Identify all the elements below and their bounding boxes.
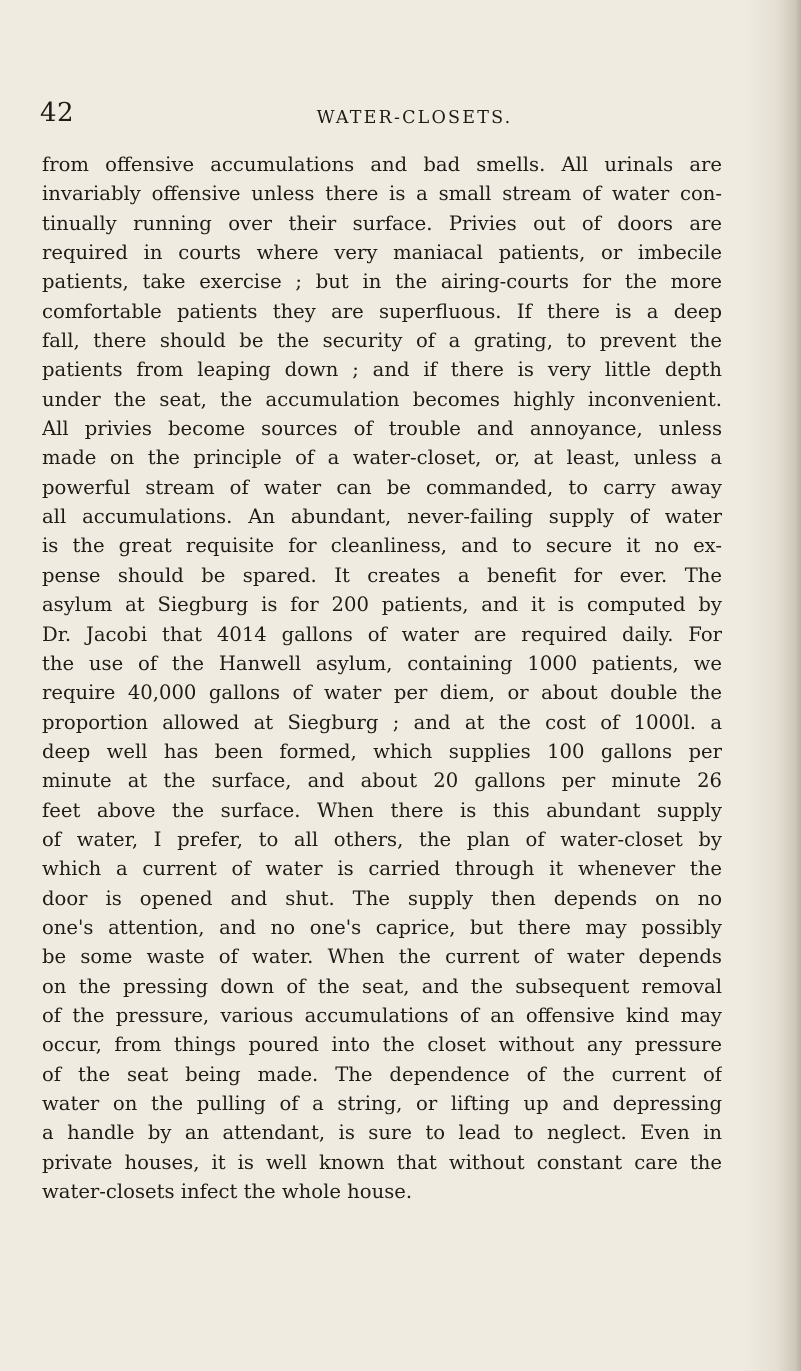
text-line: feet above the surface. When there is this abundant supply	[42, 798, 722, 822]
text-line: door is opened and shut. The supply then depends on no	[42, 886, 722, 910]
text-line: one's attention, and no one's caprice, but there may possibly	[42, 915, 722, 939]
text-line: patients from leaping down ; and if there is very little depth	[42, 358, 722, 382]
text-line: require 40,000 gallons of water per diem, or about double the	[42, 681, 722, 705]
text-line: Dr. Jacobi that 4014 gallons of water are required daily. For	[42, 622, 722, 646]
text-line: of water, I prefer, to all others, the plan of water-closet by	[42, 827, 722, 851]
text-line: of the seat being made. The dependence of the current of	[42, 1062, 722, 1086]
text-line: pense should be spared. It creates a benefit for ever. The	[42, 563, 722, 587]
text-line: required in courts where very maniacal patients, or imbecile	[42, 241, 722, 265]
text-line: under the seat, the accumulation becomes highly inconvenient.	[42, 387, 722, 411]
text-line: water-closets infect the whole house.	[42, 1180, 413, 1204]
text-line: of the pressure, various accumulations of an offensive kind may	[42, 1003, 722, 1027]
text-line: from offensive accumulations and bad smells. All urinals are	[42, 153, 722, 176]
text-line: invariably offensive unless there is a small stream of water con-	[42, 182, 722, 206]
running-head: WATER-CLOSETS.	[316, 108, 513, 128]
text-line: patients, take exercise ; but in the airing-courts for the more	[42, 270, 722, 294]
text-line: occur, from things poured into the closet without any pressure	[42, 1033, 722, 1057]
text-line: powerful stream of water can be commanded, to carry away	[42, 475, 722, 499]
text-line: minute at the surface, and about 20 gallons per minute 26	[42, 769, 722, 793]
text-line: proportion allowed at Siegburg ; and at the cost of 1000l. a	[42, 710, 722, 734]
text-line: the use of the Hanwell asylum, containing 1000 patients, we	[42, 651, 722, 675]
text-line: on the pressing down of the seat, and the subsequent removal	[42, 974, 722, 998]
text-line: is the great requisite for cleanliness, and to secure it no ex-	[42, 534, 722, 558]
text-line: All privies become sources of trouble and annoyance, unless	[42, 417, 722, 441]
text-line: fall, there should be the security of a grating, to prevent the	[42, 329, 722, 353]
text-line: which a current of water is carried through it whenever the	[42, 857, 722, 881]
text-line: comfortable patients they are superfluous. If there is a deep	[42, 299, 722, 323]
text-line: be some waste of water. When the current of water depends	[42, 945, 722, 969]
text-line: a handle by an attendant, is sure to lead to neglect. Even in	[42, 1121, 722, 1145]
text-line: made on the principle of a water-closet, or, at least, unless a	[42, 446, 722, 470]
text-line: water on the pulling of a string, or lifting up and depressing	[42, 1092, 722, 1115]
body-text	[42, 150, 722, 1206]
text-line: tinually running over their surface. Privies out of doors are	[42, 211, 722, 235]
text-line: all accumulations. An abundant, never-failing supply of water	[42, 505, 722, 529]
text-line: asylum at Siegburg is for 200 patients, and it is computed by	[42, 593, 722, 617]
text-line: deep well has been formed, which supplies 100 gallons per	[42, 739, 722, 763]
text-line: private houses, it is well known that without constant care the	[42, 1150, 722, 1174]
page-number: 42	[40, 98, 75, 128]
